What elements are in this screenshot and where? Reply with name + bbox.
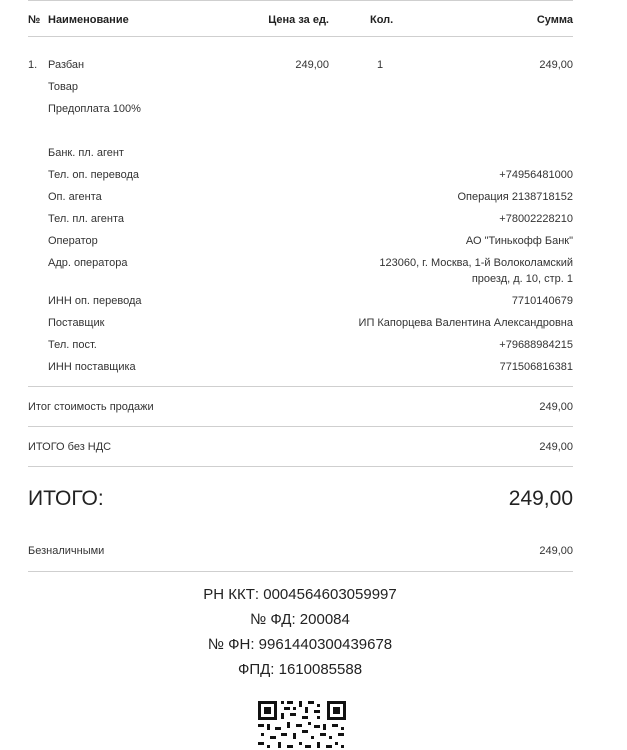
detail-value: +74956481000 (499, 169, 573, 181)
cashless-label: Безналичными (28, 545, 105, 557)
items-divider (28, 386, 573, 387)
detail-label: Тел. пост. (48, 339, 97, 351)
payment-divider (28, 571, 573, 572)
detail-value: 7710140679 (511, 295, 573, 307)
item-payment-method: Предоплата 100% (48, 103, 141, 115)
detail-label: ИНН оп. перевода (48, 295, 142, 307)
item-type: Товар (48, 81, 78, 93)
item-num: 1. (28, 59, 38, 71)
vat-divider (28, 466, 573, 467)
detail-label: Адр. оператора (48, 257, 128, 269)
cashless-value: 249,00 (539, 545, 573, 557)
detail-value-line2: проезд, д. 10, стр. 1 (471, 273, 573, 285)
detail-value: 771506816381 (499, 361, 573, 373)
top-divider (28, 0, 573, 1)
sale-total-value: 249,00 (539, 401, 573, 413)
col-num-header: № (28, 14, 41, 26)
item-name: Разбан (48, 59, 85, 71)
detail-label: Банк. пл. агент (48, 147, 124, 159)
detail-label: Тел. пл. агента (48, 213, 124, 225)
detail-value: 123060, г. Москва, 1-й Волоколамский (379, 257, 573, 269)
grand-total-label: ИТОГО: (28, 487, 104, 510)
col-qty-header: Кол. (370, 14, 394, 26)
sale-total-label: Итог стоимость продажи (28, 401, 154, 413)
rn-kkt: РН ККТ: 0004564603059997 (203, 586, 397, 603)
detail-label: Оп. агента (48, 191, 102, 203)
detail-value: +78002228210 (499, 213, 573, 225)
detail-value: Операция 2138718152 (457, 191, 573, 203)
detail-label: Поставщик (48, 317, 105, 329)
no-vat-value: 249,00 (539, 441, 573, 453)
item-price: 249,00 (295, 59, 329, 71)
qr-code-icon (257, 700, 347, 750)
detail-label: Тел. оп. перевода (48, 169, 140, 181)
no-vat-label: ИТОГО без НДС (28, 441, 112, 453)
detail-value: +79688984215 (499, 339, 573, 351)
item-qty: 1 (377, 59, 384, 71)
detail-label: ИНН поставщика (48, 361, 136, 373)
fd-number: № ФД: 200084 (250, 611, 350, 628)
grand-total-value: 249,00 (508, 487, 573, 510)
header-divider (28, 36, 573, 37)
col-price-header: Цена за ед. (268, 14, 329, 26)
item-sum: 249,00 (539, 59, 573, 71)
detail-value: ИП Капорцева Валентина Александровна (358, 317, 573, 329)
detail-label: Оператор (48, 235, 98, 247)
fpd: ФПД: 1610085588 (237, 661, 363, 678)
col-name-header: Наименование (48, 14, 129, 26)
detail-value: АО "Тинькофф Банк" (465, 235, 573, 247)
fn-number: № ФН: 9961440300439678 (207, 636, 393, 653)
col-sum-header: Сумма (536, 14, 573, 26)
sale-divider (28, 426, 573, 427)
